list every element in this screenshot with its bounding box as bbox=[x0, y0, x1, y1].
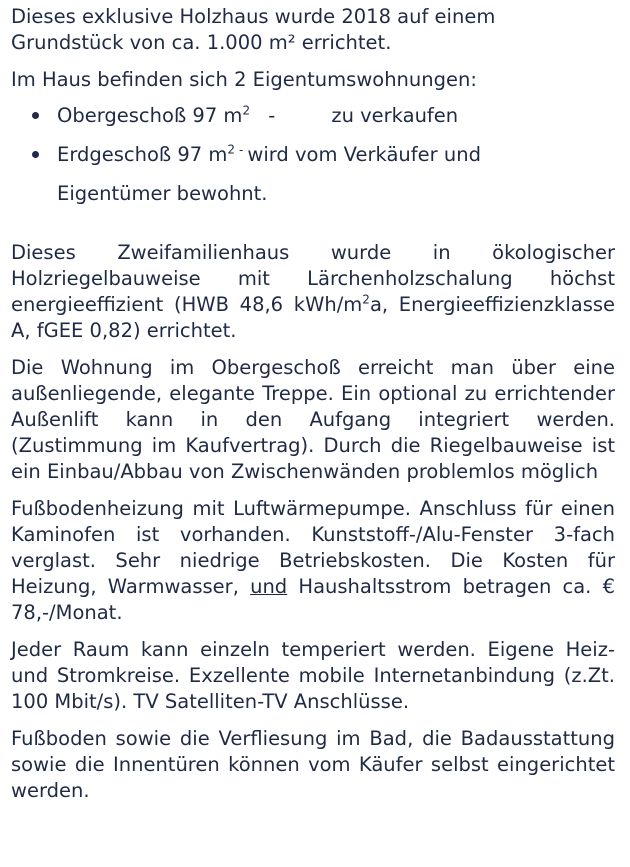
intro-paragraph bbox=[11, 4, 615, 56]
upper-floor-status: zu verkaufen bbox=[331, 104, 459, 127]
bullet-icon bbox=[32, 112, 39, 119]
list-item-ground-floor bbox=[11, 135, 615, 213]
list-item-upper-floor bbox=[11, 96, 615, 135]
house-paragraph bbox=[11, 240, 615, 344]
house-text-a: Dieses Zweifamilienhaus wurde in ökologischer Holzriegelbauweise mit Lärchenholzschalung höchst energieeffizient (HWB 48,6 kWh/m bbox=[11, 241, 615, 316]
apartment-list bbox=[11, 96, 615, 213]
flooring-paragraph: Fußboden sowie die Verfliesung im Bad, die Badausstattung sowie die Innentüren können vom Käufer selbst eingerichtet werden. bbox=[11, 727, 615, 802]
heating-underlined: und bbox=[250, 575, 288, 598]
ground-floor-status: wird vom Verkäufer und bbox=[247, 143, 481, 166]
ground-floor-label: Erdgeschoß 97 m bbox=[57, 143, 228, 166]
apartments-heading: Im Haus befinden sich 2 Eigentumswohnungen: bbox=[11, 68, 477, 91]
bullet-icon bbox=[32, 151, 39, 158]
ground-floor-dash: - bbox=[239, 142, 244, 157]
apartment-access-paragraph: Die Wohnung im Obergeschoß erreicht man über eine außenliegende, elegante Treppe. Ein optional zu errichtender Außenlift kann in den Aufgang integriert werden. (Zustimmung im Kaufvertrag). Durch die Riegelbauweise ist ein Einbau/Abbau von Zwischenwänden problemlos möglich bbox=[11, 356, 615, 483]
heating-paragraph bbox=[11, 496, 615, 626]
house-text-b: a, Energieeffizienzklasse A, fGEE 0,82) errichtet. bbox=[11, 293, 616, 342]
ground-floor-status-cont: Eigentümer bewohnt. bbox=[57, 182, 268, 205]
upper-floor-sup: 2 bbox=[242, 103, 251, 118]
document-body bbox=[11, 4, 615, 804]
upper-floor-label: Obergeschoß 97 m bbox=[57, 104, 243, 127]
heating-text-b: Haushaltsstrom betragen ca. € 78,-/Monat. bbox=[11, 575, 615, 624]
heating-text-a: Fußbodenheizung mit Luftwärmepumpe. Anschluss für einen Kaminofen ist vorhanden. Kunststoff-/Alu-Fenster 3-fach verglast. Sehr niedrige Betriebskosten. Die Kosten für Heizung, Warmwasser, bbox=[11, 497, 615, 598]
ground-floor-sup: 2 bbox=[227, 142, 236, 157]
upper-floor-dash: - bbox=[268, 104, 276, 127]
house-sup: 2 bbox=[362, 292, 370, 307]
intro-line-2: Grundstück von ca. 1.000 m² errichtet. bbox=[11, 31, 392, 54]
rooms-paragraph: Jeder Raum kann einzeln temperiert werden. Eigene Heiz- und Stromkreise. Exzellente mobile Internetanbindung (z.Zt. 100 Mbit/s). TV Satelliten-TV Anschlüsse. bbox=[11, 638, 615, 713]
intro-line-1: Dieses exklusive Holzhaus wurde 2018 auf einem bbox=[11, 5, 496, 28]
